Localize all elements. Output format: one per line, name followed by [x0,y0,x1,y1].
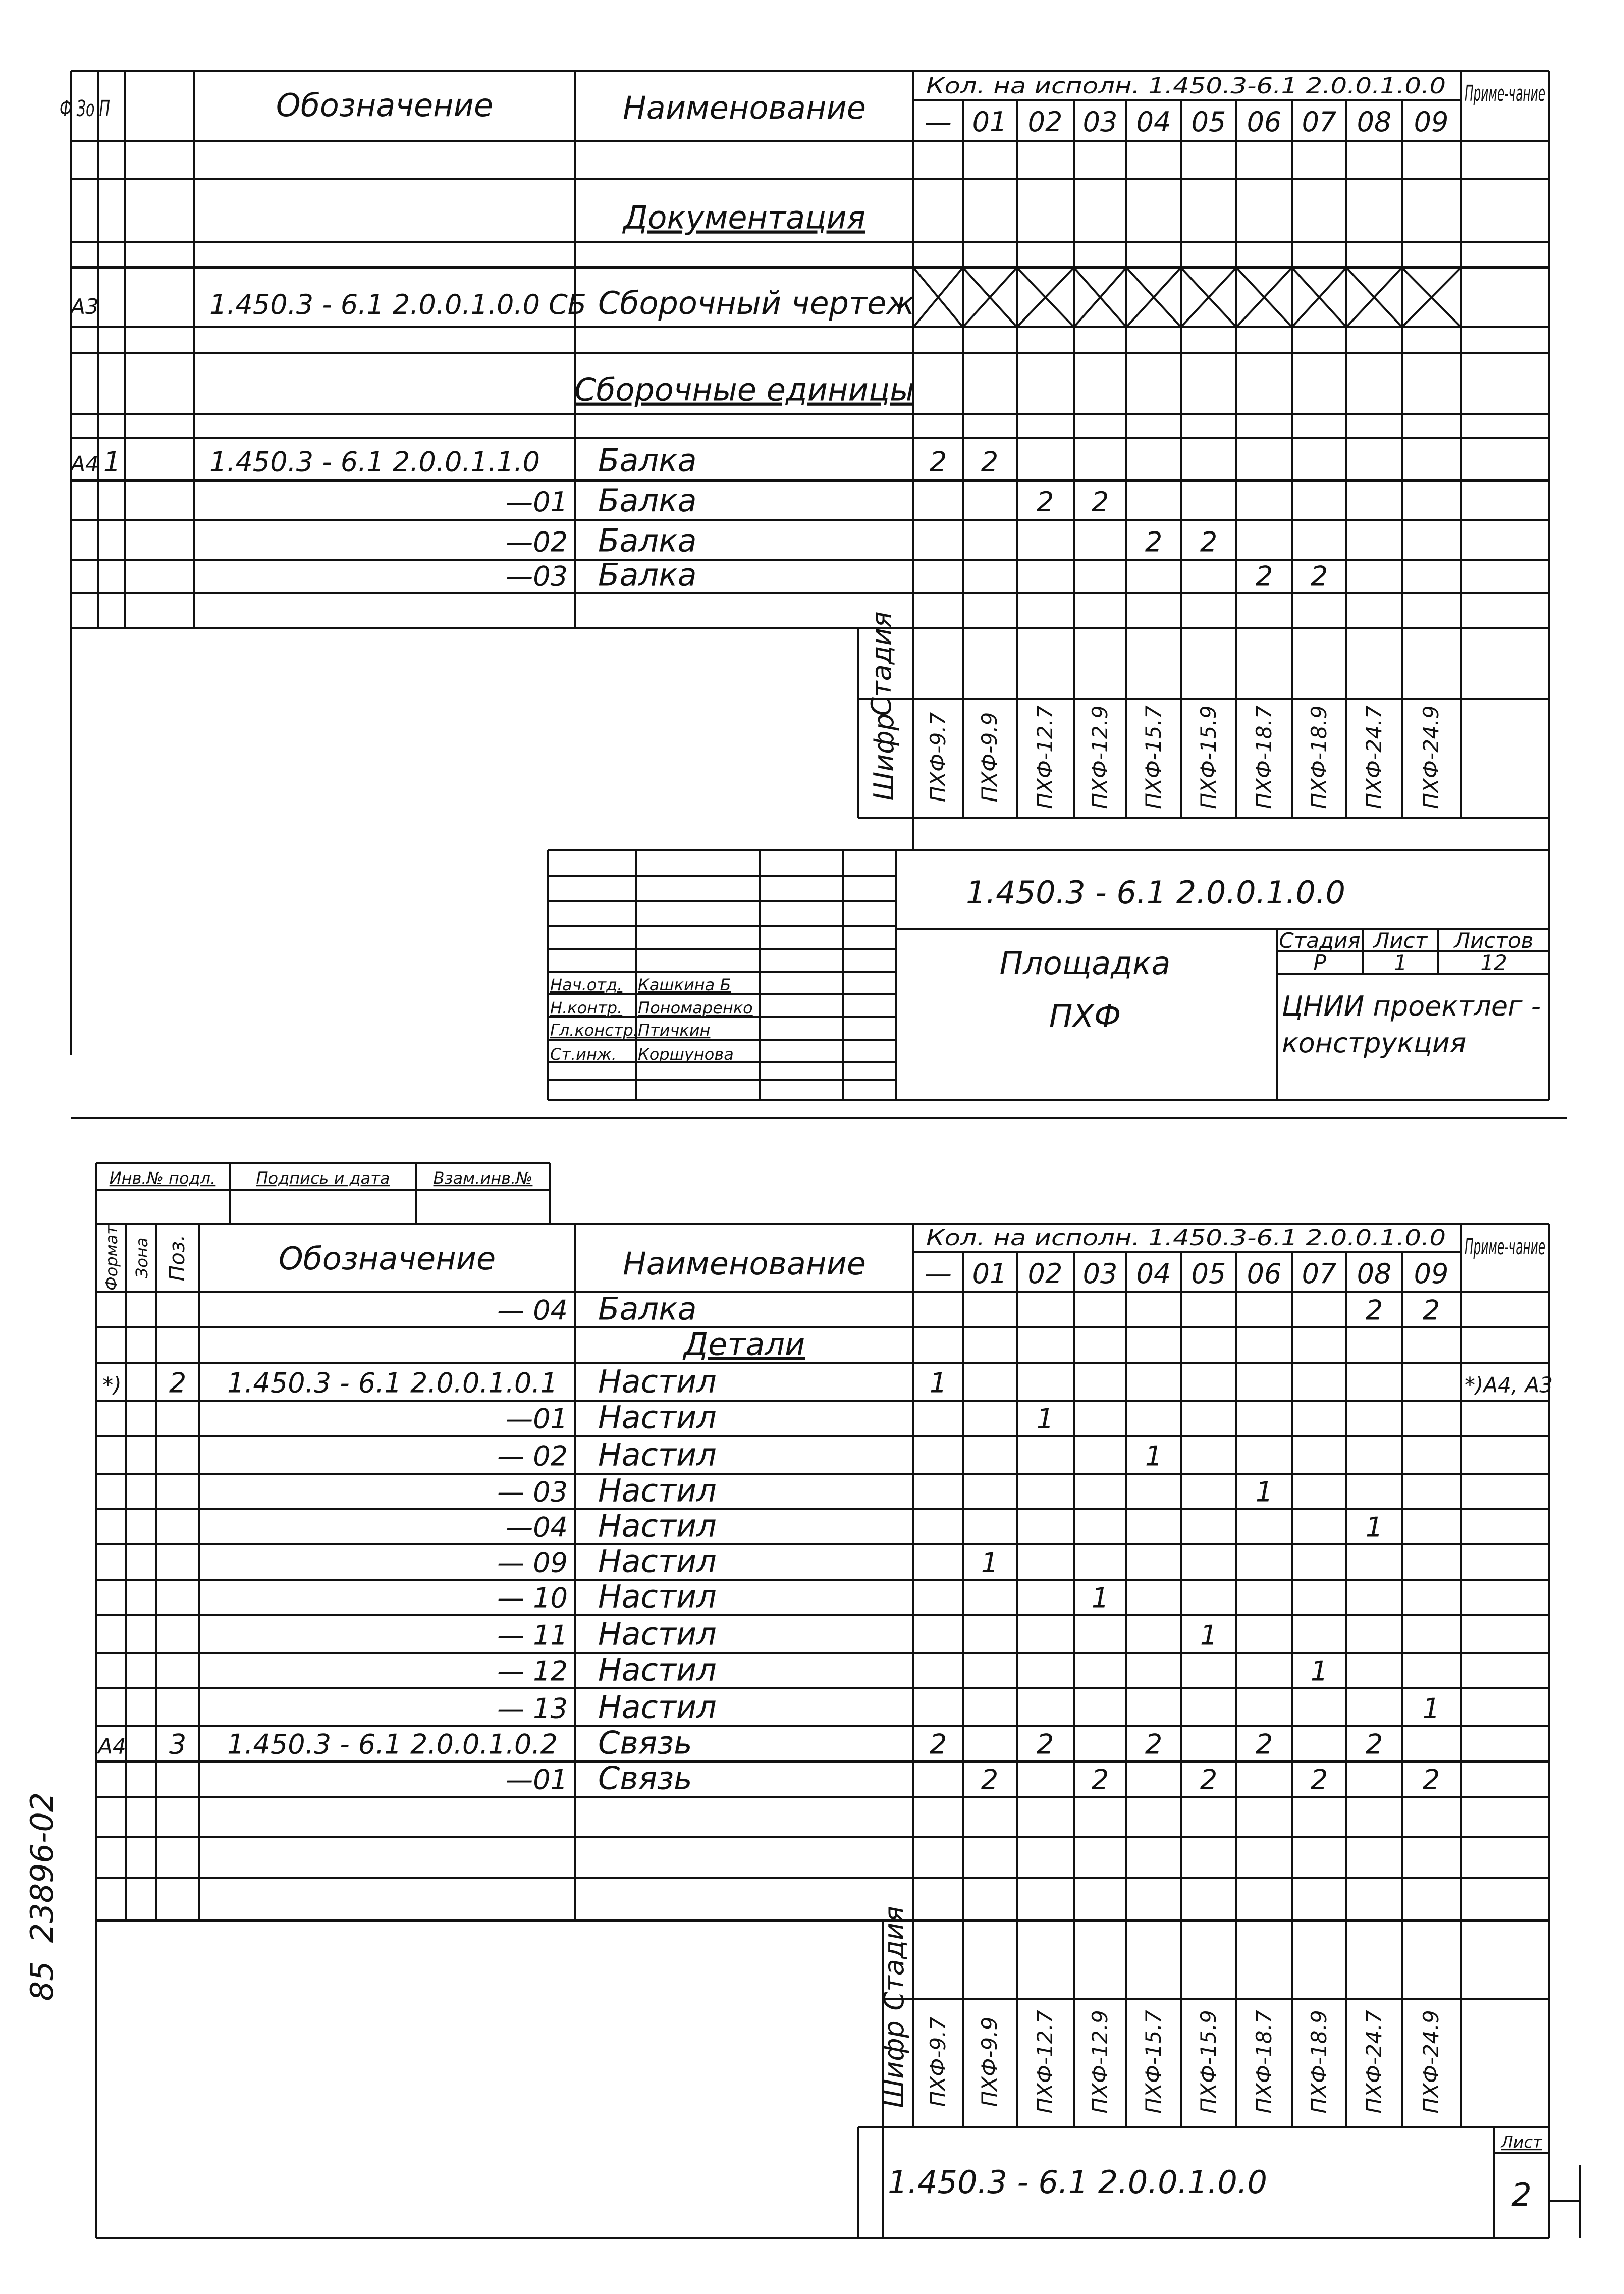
qty-cell: 1 [1200,1619,1218,1651]
code-cell: ПХФ-18.9 [1307,705,1331,809]
row-designation: — 11 [497,1619,568,1651]
sheet-1-exec-columns [925,106,1448,138]
sheet-value: 1 [1393,950,1408,975]
sheet-2-exec-columns [925,1258,1448,1290]
qty-cell: 2 [1200,1764,1218,1796]
row-designation: — 04 [497,1294,568,1326]
signature-name: Коршунова [638,1045,734,1064]
row-designation: — 12 [497,1655,568,1687]
sheet-1-codes [926,705,1443,809]
qty-cell: 1 [1310,1655,1328,1687]
row-name: Настил [598,1615,717,1652]
sheet-label: Лист [1501,2132,1542,2152]
header-note: Приме-чание [1465,1234,1545,1260]
qty-cell: 1 [1255,1476,1273,1508]
exec-col-3: 03 [1082,106,1118,138]
row-name: Настил [598,1472,717,1509]
row-designation: 1.450.3 - 6.1 2.0.0.1.0.2 [227,1728,558,1760]
qty-cross: X [980,289,999,321]
qty-cell: 1 [1422,1692,1440,1725]
row-format: *) [102,1372,122,1398]
qty-cross: X [1310,289,1329,321]
row-name: Балка [598,442,697,479]
row-designation: 1.450.3 - 6.1 2.0.0.1.0.1 [227,1367,558,1399]
exec-col-4: 04 [1136,106,1171,138]
code-cell: ПХФ-9.7 [926,2016,950,2107]
exec-col-7: 07 [1302,1258,1337,1290]
header-qty-title: Кол. на исполн. 1.450.3-6.1 2.0.0.1.0.0 [926,1225,1446,1251]
stage-label: Стадия [865,611,897,716]
section-title: Детали [683,1325,805,1363]
row-designation: —03 [506,560,568,593]
signature-role: Гл.констр. [550,1021,638,1040]
row-name: Настил [598,1507,717,1544]
code-cell: ПХФ-18.7 [1252,2010,1276,2114]
signature-rows [550,975,753,1064]
qty-cell: 2 [981,1764,999,1796]
row-designation: — 03 [497,1476,568,1508]
row-name: Настил [598,1363,717,1400]
qty-cell: 1 [929,1367,947,1399]
exec-col-8: 08 [1357,1258,1392,1290]
stamp-inv-orig: Инв.№ подл. [109,1168,216,1188]
code-cell: ПХФ-24.7 [1362,705,1386,809]
code-cell: ПХФ-24.7 [1362,2010,1386,2114]
header-zone: Зона [132,1237,151,1278]
header-designation: Обозначение [278,1240,496,1277]
header-name: Наименование [623,1245,866,1282]
section-title: Документация [623,199,865,236]
org-line-2: конструкция [1282,1027,1467,1059]
code-cell: ПХФ-12.7 [1033,2010,1057,2114]
row-name: Балка [598,522,697,559]
row-name: Настил [598,1651,717,1688]
exec-col-3: 03 [1082,1258,1118,1290]
row-designation: —01 [506,486,568,518]
stage-label: Стадия [878,1906,910,2011]
qty-cell: 2 [1145,526,1163,558]
exec-col-4: 04 [1136,1258,1171,1290]
row-designation: 1.450.3 - 6.1 2.0.0.1.0.0 СБ [209,289,586,321]
title-line-1: Площадка [999,945,1171,982]
section-title: Сборочные единицы [574,371,915,408]
code-cell: ПХФ-9.9 [977,712,1002,803]
signature-name: Пономаренко [638,998,753,1018]
exec-col-5: 05 [1191,1258,1226,1290]
exec-col-2: 02 [1027,106,1063,138]
exec-col-6: 06 [1247,1258,1282,1290]
exec-col-9: 09 [1414,1258,1449,1290]
row-position: 3 [169,1728,187,1760]
code-cell: ПХФ-9.7 [926,712,950,803]
row-format: A4 [98,1734,126,1759]
row-name: Связь [598,1759,692,1797]
sheet-2-codes [926,2010,1443,2113]
qty-cell: 2 [1365,1728,1383,1760]
qty-cell: 2 [1091,486,1109,518]
qty-cross: X [1091,289,1110,321]
row-designation: — 02 [497,1440,568,1472]
row-designation: 1.450.3 - 6.1 2.0.0.1.1.0 [209,446,540,478]
qty-cell: 2 [1091,1764,1109,1796]
exec-col-5: 05 [1191,106,1226,138]
row-format: A3 [71,294,99,319]
qty-cell: 2 [1422,1294,1440,1326]
row-name: Сборочный чертеж [598,285,915,322]
org-line-1: ЦНИИ проектлег - [1282,990,1541,1022]
qty-cross: X [1036,289,1055,321]
code-cell: ПХФ-24.9 [1419,705,1443,809]
qty-cross: X [1255,289,1274,321]
qty-cross: X [1422,289,1441,321]
qty-cell: 1 [1145,1440,1163,1472]
code-cell: ПХФ-18.9 [1307,2010,1331,2114]
exec-col-0: — [925,106,952,138]
qty-cross: X [1144,289,1163,321]
code-cell: ПХФ-15.7 [1141,705,1166,809]
row-name: Балка [598,1290,697,1327]
header-format-zone-pos: Ф Зо П [60,96,110,122]
qty-cell: 1 [1091,1582,1109,1614]
sheet-1-rows [69,199,1441,594]
qty-cell: 1 [1365,1511,1383,1543]
row-designation: — 10 [497,1582,568,1614]
sheet-2-stamp [110,1168,533,1188]
signature-role: Нач.отд. [550,975,623,994]
row-name: Настил [598,1399,717,1436]
code-cell: ПХФ-15.9 [1196,705,1221,809]
doc-number: 1.450.3 - 6.1 2.0.0.1.0.0 [966,874,1345,911]
exec-col-1: 01 [972,1258,1007,1290]
row-name: Настил [598,1688,717,1726]
row-designation: —01 [506,1764,568,1796]
sheet-header: Лист [1373,928,1428,953]
exec-col-1: 01 [972,106,1007,138]
exec-col-9: 09 [1414,106,1449,138]
qty-cross: X [1365,289,1384,321]
exec-col-8: 08 [1357,106,1392,138]
sheet-number: 2 [1511,2176,1532,2213]
row-name: Балка [598,556,697,594]
row-name: Настил [598,1578,717,1615]
qty-cell: 2 [1036,1728,1054,1760]
qty-cell: 2 [1310,1764,1328,1796]
qty-cell: 2 [1145,1728,1163,1760]
code-cell: ПХФ-15.7 [1141,2010,1166,2114]
signature-name: Птичкин [638,1021,711,1040]
row-name: Балка [598,482,697,519]
qty-cell: 2 [1255,1728,1273,1760]
archive-number: 23896-02 [24,1792,61,1943]
row-name: Настил [598,1436,717,1473]
sheet-2 [96,1163,1580,2238]
signature-name: Кашкина Б [638,975,731,994]
row-designation: —04 [506,1511,568,1543]
stage-header: Стадия [1279,928,1361,953]
row-name: Настил [598,1542,717,1580]
page-number: 85 [24,1961,61,2001]
code-label: Шифр [868,713,900,801]
signature-role: Ст.инж. [550,1045,617,1064]
qty-cell: 2 [1036,486,1054,518]
row-note: *)A4, A3 [1465,1372,1553,1398]
qty-cell: 2 [929,446,947,478]
qty-cell: 2 [1310,560,1328,593]
code-cell: ПХФ-18.7 [1252,705,1276,809]
qty-cell: 2 [1365,1294,1383,1326]
qty-cell: 2 [929,1728,947,1760]
qty-cell: 2 [1255,560,1273,593]
qty-cell: 2 [1200,526,1218,558]
exec-col-6: 06 [1247,106,1282,138]
doc-number: 1.450.3 - 6.1 2.0.0.1.0.0 [888,2164,1267,2201]
header-designation: Обозначение [276,87,494,124]
qty-cross: X [1199,289,1218,321]
row-name: Связь [598,1724,692,1762]
exec-col-7: 07 [1302,106,1337,138]
stamp-inv-dup: Взам.инв.№ [433,1168,533,1188]
sheets-value: 12 [1480,950,1507,975]
qty-cell: 1 [981,1546,999,1579]
qty-cell: 1 [1036,1403,1054,1435]
header-note: Приме-чание [1465,81,1545,106]
exec-col-0: — [925,1258,952,1290]
row-designation: — 09 [497,1546,568,1579]
header-qty-title: Кол. на исполн. 1.450.3-6.1 2.0.0.1.0.0 [926,73,1446,99]
row-position: 1 [103,446,121,478]
row-designation: — 13 [497,1692,568,1725]
title-block [550,874,1541,1064]
code-label: Шифр [878,2020,910,2108]
code-cell: ПХФ-9.9 [977,2016,1002,2107]
stamp-sign-date: Подпись и дата [256,1168,390,1188]
code-cell: ПХФ-15.9 [1196,2010,1221,2114]
code-cell: ПХФ-24.9 [1419,2010,1443,2114]
title-line-2: ПХФ [1049,998,1121,1035]
sheets-header: Листов [1454,928,1534,953]
row-format: A4 [71,451,99,476]
header-name: Наименование [623,89,866,126]
code-cell: ПХФ-12.7 [1033,705,1057,809]
row-designation: —01 [506,1403,568,1435]
stage-value: Р [1313,950,1326,975]
header-pos: Поз. [165,1234,189,1282]
qty-cell: 2 [1422,1764,1440,1796]
row-position: 2 [169,1367,187,1399]
code-cell: ПХФ-12.9 [1088,705,1112,809]
qty-cross: X [929,289,948,321]
code-cell: ПХФ-12.9 [1088,2010,1112,2114]
header-format: Формат [102,1225,121,1291]
qty-cell: 2 [981,446,999,478]
signature-role: Н.контр. [550,998,623,1018]
exec-col-2: 02 [1027,1258,1063,1290]
row-designation: —02 [506,526,568,558]
